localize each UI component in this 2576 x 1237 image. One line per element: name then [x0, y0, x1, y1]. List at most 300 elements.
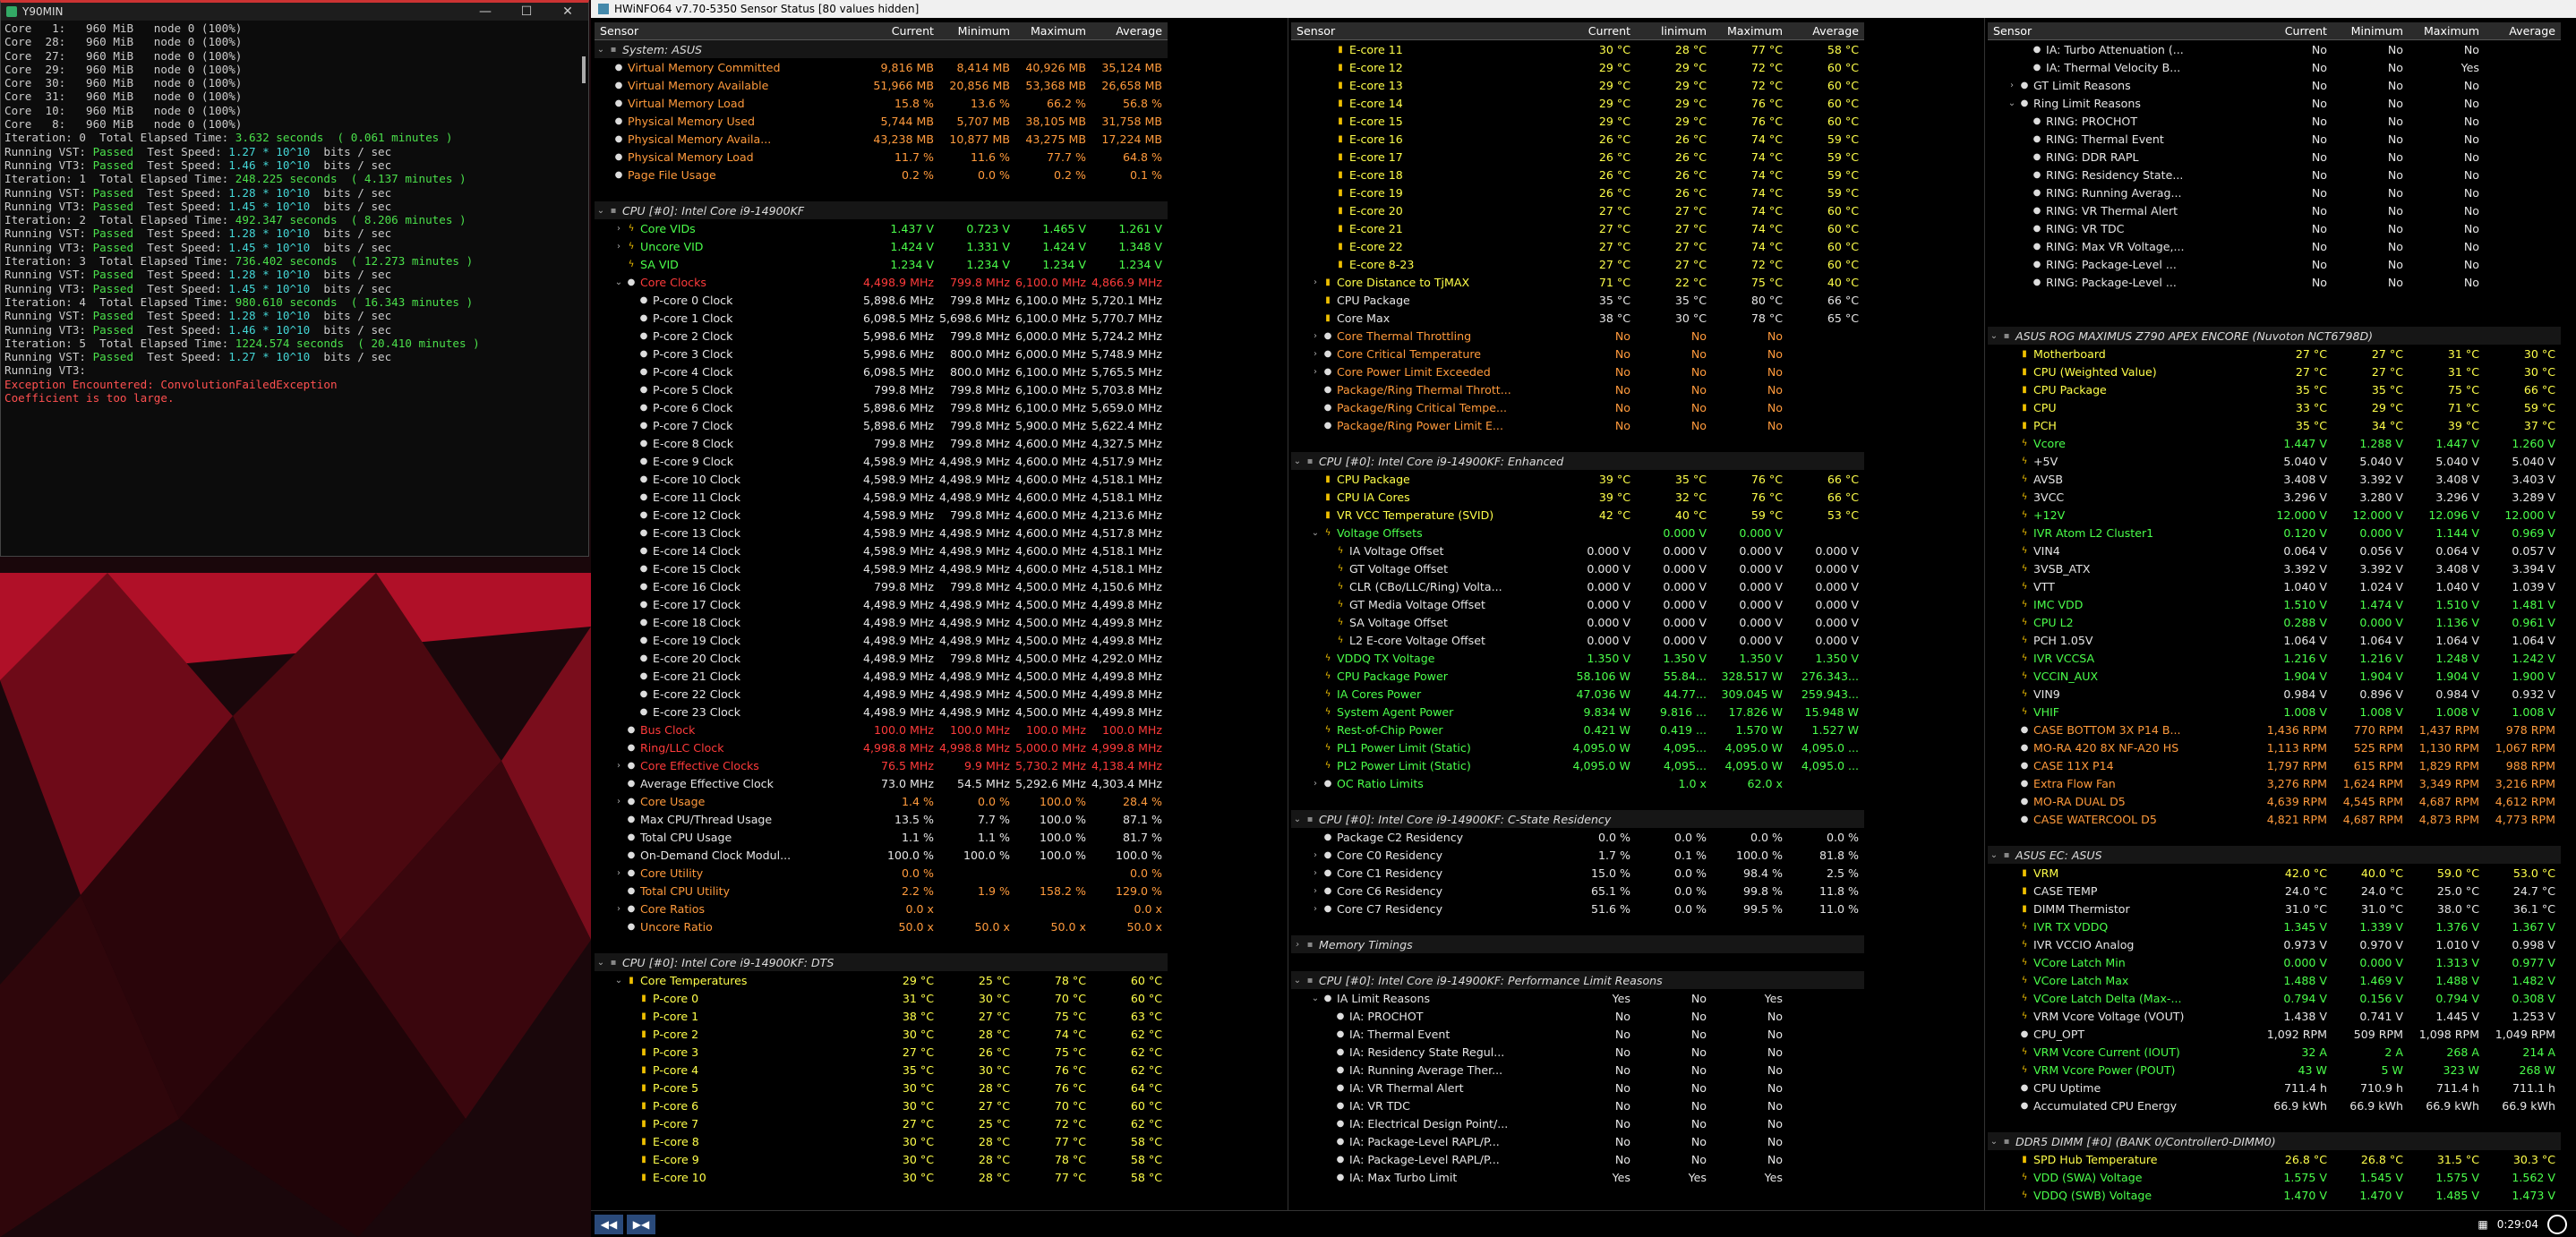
chevron-right-icon[interactable]: › — [1314, 885, 1317, 896]
network-icon[interactable]: ▦ — [2478, 1217, 2488, 1231]
sensor-row[interactable] — [1988, 721, 2561, 738]
sensor-row[interactable] — [1988, 488, 2561, 506]
sensor-row[interactable] — [1988, 506, 2561, 524]
sensor-row[interactable] — [1988, 917, 2561, 935]
column-header-row[interactable] — [595, 22, 1168, 40]
sensor-name: P-core 5 — [653, 1080, 699, 1095]
chevron-down-icon[interactable]: ⌄ — [1990, 849, 1998, 860]
value-current: 9,816 MB — [880, 60, 934, 74]
sensor-group-name: ASUS EC: ASUS — [2015, 848, 2102, 862]
sensor-row[interactable] — [1988, 864, 2561, 882]
sensor-row[interactable] — [1988, 363, 2561, 380]
sensor-dot-icon: ● — [1336, 1172, 1345, 1182]
sensor-row[interactable] — [595, 166, 1168, 183]
sensor-row[interactable] — [1291, 1007, 1864, 1025]
sensor-row[interactable] — [1291, 631, 1864, 649]
sensor-row[interactable] — [595, 506, 1168, 524]
sensor-row[interactable] — [1988, 470, 2561, 488]
sensor-row[interactable] — [1291, 542, 1864, 559]
sensor-row[interactable] — [1988, 524, 2561, 542]
sensor-row[interactable] — [1988, 631, 2561, 649]
sensor-row[interactable] — [1988, 667, 2561, 685]
sensor-name-cell — [1988, 1081, 2256, 1095]
sensor-group-header[interactable] — [1291, 452, 1864, 470]
sensor-row[interactable] — [1291, 363, 1864, 380]
sensor-row[interactable] — [595, 649, 1168, 667]
sensor-panel-3[interactable] — [1988, 22, 2561, 1204]
sensor-row[interactable] — [1291, 1168, 1864, 1186]
sensor-row[interactable] — [595, 989, 1168, 1007]
sensor-row[interactable] — [595, 291, 1168, 309]
sensor-row[interactable] — [1291, 183, 1864, 201]
sensor-row[interactable] — [1291, 398, 1864, 416]
sensor-row[interactable] — [1988, 935, 2561, 953]
sensor-row[interactable] — [1291, 148, 1864, 166]
sensor-row[interactable] — [1291, 273, 1864, 291]
clock-icon[interactable] — [2547, 1215, 2567, 1234]
value-average: 81.7 % — [1122, 830, 1162, 844]
sensor-name-cell — [595, 508, 863, 522]
chevron-right-icon[interactable]: › — [617, 241, 620, 252]
sensor-row[interactable] — [1291, 112, 1864, 130]
sensor-row[interactable] — [595, 1061, 1168, 1079]
chevron-right-icon[interactable]: › — [617, 867, 620, 878]
terminal-titlebar[interactable] — [1, 3, 588, 21]
sensor-row[interactable] — [595, 971, 1168, 989]
sensor-row[interactable] — [1291, 94, 1864, 112]
value-current: 0.000 V — [1587, 597, 1630, 611]
sensor-group-header[interactable] — [1988, 1132, 2561, 1150]
sensor-row[interactable] — [1988, 237, 2561, 255]
sensor-row[interactable] — [1988, 738, 2561, 756]
chevron-right-icon[interactable]: › — [1314, 867, 1317, 878]
sensor-row[interactable] — [1988, 971, 2561, 989]
chevron-down-icon[interactable]: ⌄ — [1990, 1136, 1998, 1147]
sensor-row[interactable] — [1988, 810, 2561, 828]
terminal-scrollbar[interactable] — [582, 56, 586, 83]
sensor-row[interactable] — [595, 58, 1168, 76]
sensor-row[interactable] — [595, 900, 1168, 917]
sensor-row[interactable] — [1988, 1061, 2561, 1079]
chevron-right-icon[interactable]: › — [2010, 80, 2014, 90]
sensor-row[interactable] — [1988, 577, 2561, 595]
value-maximum: 74 °C — [1750, 221, 1783, 235]
value-average: 60 °C — [1827, 96, 1859, 110]
sensor-row[interactable] — [1291, 470, 1864, 488]
column-header-sensor[interactable]: Sensor — [1993, 24, 2033, 38]
sensor-row[interactable] — [1988, 112, 2561, 130]
sensor-row[interactable] — [1988, 703, 2561, 721]
sensor-row[interactable] — [595, 738, 1168, 756]
sensor-row[interactable] — [595, 559, 1168, 577]
sensor-name-cell — [1988, 544, 2256, 558]
sensor-row[interactable] — [595, 452, 1168, 470]
sensor-row[interactable] — [595, 219, 1168, 237]
sensor-row[interactable] — [595, 1079, 1168, 1096]
chevron-right-icon[interactable]: › — [617, 903, 620, 914]
sensor-row[interactable] — [1291, 595, 1864, 613]
sensor-dot-icon: ● — [627, 760, 636, 771]
value-maximum: 4,873 RPM — [2418, 812, 2479, 826]
chevron-down-icon[interactable]: ⌄ — [596, 957, 605, 968]
sensor-row[interactable] — [1291, 721, 1864, 738]
maximize-icon[interactable]: ☐ — [520, 4, 533, 19]
sensor-row[interactable] — [1988, 1150, 2561, 1168]
sensor-name: E-core 14 Clock — [653, 543, 741, 558]
column-header-sensor[interactable]: Sensor — [600, 24, 639, 38]
chevron-right-icon[interactable]: › — [1314, 778, 1317, 789]
sensor-row[interactable] — [1988, 398, 2561, 416]
sensor-row[interactable] — [595, 524, 1168, 542]
hwinfo-window[interactable] — [591, 0, 2576, 1237]
sensor-group-header[interactable] — [1291, 935, 1864, 953]
chevron-down-icon[interactable]: ⌄ — [1293, 814, 1302, 824]
sensor-row[interactable] — [595, 613, 1168, 631]
sensor-row[interactable] — [1291, 76, 1864, 94]
value-average: 30 °C — [2523, 364, 2555, 379]
value-maximum: 0.2 % — [1054, 167, 1086, 182]
terminal-output[interactable] — [1, 21, 588, 405]
chevron-right-icon[interactable]: › — [1314, 849, 1317, 860]
value-minimum: 4,687 RPM — [2342, 812, 2403, 826]
sensor-row[interactable] — [1988, 166, 2561, 183]
sensor-row[interactable] — [1988, 953, 2561, 971]
sensor-row[interactable] — [1291, 989, 1864, 1007]
sensor-dot-icon: ● — [1336, 1118, 1345, 1129]
sensor-row[interactable] — [1291, 345, 1864, 363]
sensor-row[interactable] — [1291, 130, 1864, 148]
sensor-row[interactable] — [1988, 1186, 2561, 1204]
terminal-line: Iteration: 3 Total Elapsed Time: 736.402 seconds ( 12.273 minutes ) — [4, 254, 474, 269]
sensor-row[interactable] — [595, 398, 1168, 416]
sensor-row[interactable] — [1988, 380, 2561, 398]
sensor-row[interactable] — [1291, 1150, 1864, 1168]
chevron-down-icon[interactable]: ⌄ — [2007, 98, 2016, 108]
sensor-row[interactable] — [595, 112, 1168, 130]
sensor-row[interactable] — [1988, 434, 2561, 452]
sensor-row[interactable] — [595, 416, 1168, 434]
sensor-dot-icon: ● — [639, 670, 648, 681]
sensor-dot-icon: ● — [2033, 187, 2041, 198]
sensor-row[interactable] — [1988, 1007, 2561, 1025]
sensor-row[interactable] — [1291, 649, 1864, 667]
sensor-row[interactable] — [1988, 40, 2561, 58]
sensor-row[interactable] — [1291, 1043, 1864, 1061]
value-average: 1.562 V — [2512, 1170, 2555, 1184]
sensor-row[interactable] — [595, 345, 1168, 363]
sensor-name: IA: Thermal Event — [1349, 1027, 1451, 1041]
sensor-row[interactable] — [1988, 219, 2561, 237]
sensor-name-cell — [1988, 795, 2256, 808]
column-header-average[interactable]: Average — [1116, 24, 1162, 38]
sensor-row[interactable] — [1988, 1043, 2561, 1061]
value-maximum: 75 °C — [1054, 1009, 1086, 1023]
sensor-name-cell — [1988, 1063, 2256, 1077]
sensor-row[interactable] — [1988, 76, 2561, 94]
sensor-row[interactable] — [595, 488, 1168, 506]
sensor-row[interactable] — [1291, 685, 1864, 703]
sensor-row[interactable] — [1988, 183, 2561, 201]
value-maximum: 0.000 V — [1739, 579, 1783, 593]
value-minimum: 26 °C — [1674, 132, 1707, 146]
sensor-row[interactable] — [1291, 774, 1864, 792]
sensor-row[interactable] — [1291, 506, 1864, 524]
sensor-row[interactable] — [1291, 900, 1864, 917]
sensor-row[interactable] — [1988, 416, 2561, 434]
sensor-row[interactable] — [1988, 613, 2561, 631]
sensor-row[interactable] — [1291, 58, 1864, 76]
column-header-row[interactable] — [1988, 22, 2561, 40]
sensor-row[interactable] — [1988, 345, 2561, 363]
column-header-maximum[interactable]: Maximum — [2423, 24, 2479, 38]
sensor-row[interactable] — [1988, 273, 2561, 291]
chevron-down-icon[interactable]: ⌄ — [596, 44, 605, 55]
hwinfo-titlebar[interactable] — [591, 0, 2576, 18]
chevron-down-icon[interactable]: ⌄ — [1990, 330, 1998, 341]
chevron-right-icon[interactable]: › — [1314, 277, 1317, 287]
sensor-row[interactable] — [595, 542, 1168, 559]
sensor-row[interactable] — [1988, 255, 2561, 273]
sensor-row[interactable] — [1988, 542, 2561, 559]
sensor-dot-icon: ● — [2020, 1082, 2029, 1093]
chevron-right-icon[interactable]: › — [617, 223, 620, 234]
sensor-row[interactable] — [1988, 58, 2561, 76]
sensor-row[interactable] — [1291, 201, 1864, 219]
chevron-down-icon[interactable]: ⌄ — [1311, 993, 1320, 1003]
column-header-current[interactable]: Current — [1588, 24, 1630, 38]
sensor-row[interactable] — [1291, 828, 1864, 846]
reset-icon[interactable]: ▶◀ — [627, 1215, 655, 1234]
sensor-row[interactable] — [595, 1025, 1168, 1043]
sensor-row[interactable] — [595, 94, 1168, 112]
sensor-row[interactable] — [595, 864, 1168, 882]
sensor-group-header[interactable] — [1291, 810, 1864, 828]
close-icon[interactable]: ✕ — [562, 4, 573, 19]
sensor-name-cell — [1988, 652, 2256, 665]
sensor-row[interactable] — [1988, 452, 2561, 470]
sensor-row[interactable] — [1988, 1079, 2561, 1096]
sensor-row[interactable] — [1988, 201, 2561, 219]
sensor-row[interactable] — [595, 685, 1168, 703]
value-current: 42 °C — [1598, 508, 1630, 522]
value-maximum: 78 °C — [1054, 1152, 1086, 1166]
chevron-right-icon[interactable]: › — [617, 796, 620, 806]
sensor-row[interactable] — [1291, 846, 1864, 864]
sensor-row[interactable] — [595, 792, 1168, 810]
sensor-row[interactable] — [1291, 291, 1864, 309]
chevron-right-icon[interactable]: › — [617, 760, 620, 771]
sensor-row[interactable] — [595, 148, 1168, 166]
sensor-row[interactable] — [595, 810, 1168, 828]
sensor-row[interactable] — [595, 1043, 1168, 1061]
value-average: 60 °C — [1130, 991, 1162, 1005]
chevron-down-icon[interactable]: ⌄ — [1293, 975, 1302, 985]
minimize-icon[interactable]: — — [479, 4, 492, 19]
chevron-down-icon[interactable]: ⌄ — [614, 975, 623, 985]
sensor-row[interactable] — [1988, 756, 2561, 774]
sensor-row[interactable] — [1988, 900, 2561, 917]
sensor-group-header[interactable] — [595, 40, 1168, 58]
sensor-dot-icon: ● — [627, 885, 636, 896]
sensor-row[interactable] — [595, 577, 1168, 595]
sensor-row[interactable] — [595, 255, 1168, 273]
chevron-right-icon[interactable]: › — [1314, 348, 1317, 359]
sensor-row[interactable] — [595, 828, 1168, 846]
sensor-row[interactable] — [1291, 1132, 1864, 1150]
chevron-right-icon[interactable]: › — [1314, 366, 1317, 377]
sensor-row[interactable] — [1291, 667, 1864, 685]
column-header-maximum[interactable]: Maximum — [1726, 24, 1783, 38]
sensor-row[interactable] — [595, 273, 1168, 291]
sensor-group-header[interactable] — [595, 201, 1168, 219]
sensor-row[interactable] — [595, 721, 1168, 738]
sensor-row[interactable] — [595, 703, 1168, 721]
sensor-row[interactable] — [1988, 130, 2561, 148]
sensor-row[interactable] — [1988, 774, 2561, 792]
sensor-row[interactable] — [1988, 148, 2561, 166]
value-average: 36.1 °C — [2512, 901, 2555, 916]
column-header-sensor[interactable]: Sensor — [1297, 24, 1336, 38]
sensor-row[interactable] — [595, 327, 1168, 345]
sensor-row[interactable] — [595, 1114, 1168, 1132]
sensor-row[interactable] — [1291, 559, 1864, 577]
sensor-dot-icon: ● — [639, 545, 648, 556]
sensor-group-header[interactable] — [1291, 971, 1864, 989]
sensor-row[interactable] — [595, 1132, 1168, 1150]
thermometer-icon: ▮ — [1325, 473, 1331, 484]
sensor-row[interactable] — [1291, 416, 1864, 434]
sensor-row[interactable] — [1291, 1096, 1864, 1114]
sensor-row[interactable] — [1291, 1114, 1864, 1132]
sensor-row[interactable] — [1291, 1061, 1864, 1079]
value-current: No — [2311, 203, 2327, 218]
column-header-maximum[interactable]: Maximum — [1030, 24, 1086, 38]
column-header-average[interactable]: Average — [1812, 24, 1859, 38]
sensor-row[interactable] — [595, 595, 1168, 613]
rewind-icon[interactable]: ◀◀ — [595, 1215, 623, 1234]
sensor-row[interactable] — [595, 1007, 1168, 1025]
sensor-row[interactable] — [595, 363, 1168, 380]
value-maximum: No — [2463, 78, 2479, 92]
sensor-row[interactable] — [595, 846, 1168, 864]
sensor-row[interactable] — [1291, 577, 1864, 595]
chevron-down-icon[interactable]: ⌄ — [596, 205, 605, 216]
chevron-down-icon[interactable]: ⌄ — [614, 277, 623, 287]
sensor-name: 3VSB_ATX — [2033, 561, 2091, 576]
sensor-row[interactable] — [1291, 524, 1864, 542]
sensor-row[interactable] — [595, 76, 1168, 94]
sensor-row[interactable] — [1291, 1079, 1864, 1096]
sensor-row[interactable] — [595, 130, 1168, 148]
sensor-panel-2[interactable] — [1291, 22, 1864, 1186]
column-header-minimum[interactable]: linimum — [1661, 24, 1707, 38]
chevron-down-icon[interactable]: ⌄ — [1293, 456, 1302, 466]
chevron-right-icon[interactable]: › — [1314, 330, 1317, 341]
sensor-name-cell — [1988, 79, 2256, 92]
sensor-row[interactable] — [1291, 882, 1864, 900]
sensor-row[interactable] — [1291, 488, 1864, 506]
sensor-row[interactable] — [1291, 613, 1864, 631]
sensor-row[interactable] — [1291, 219, 1864, 237]
sensor-row[interactable] — [595, 309, 1168, 327]
sensor-row[interactable] — [1988, 649, 2561, 667]
sensor-group-header[interactable] — [595, 953, 1168, 971]
sensor-row[interactable] — [1291, 255, 1864, 273]
sensor-group-header[interactable] — [1988, 846, 2561, 864]
sensor-group-header[interactable] — [1988, 327, 2561, 345]
chevron-right-icon[interactable]: › — [1296, 939, 1299, 950]
sensor-row[interactable] — [1291, 738, 1864, 756]
sensor-row[interactable] — [1291, 864, 1864, 882]
value-average: 28.4 % — [1122, 794, 1162, 808]
chevron-down-icon[interactable]: ⌄ — [1311, 527, 1320, 538]
sensor-row[interactable] — [1291, 703, 1864, 721]
sensor-row[interactable] — [1291, 380, 1864, 398]
sensor-row[interactable] — [595, 1096, 1168, 1114]
sensor-name: Vcore — [2033, 436, 2066, 450]
sensor-row[interactable] — [1988, 1168, 2561, 1186]
sensor-row[interactable] — [1988, 1096, 2561, 1114]
sensor-row[interactable] — [1988, 559, 2561, 577]
thermometer-icon: ▮ — [1325, 312, 1331, 323]
sensor-row[interactable] — [1291, 309, 1864, 327]
sensor-row[interactable] — [595, 917, 1168, 935]
sensor-dot-icon: ● — [614, 151, 623, 162]
sensor-row[interactable] — [595, 631, 1168, 649]
value-maximum: 39 °C — [2447, 418, 2479, 432]
sensor-row[interactable] — [1291, 327, 1864, 345]
sensor-row[interactable] — [595, 237, 1168, 255]
column-header-row[interactable] — [1291, 22, 1864, 40]
sensor-row[interactable] — [595, 434, 1168, 452]
sensor-row[interactable] — [1988, 1025, 2561, 1043]
sensor-row[interactable] — [1291, 166, 1864, 183]
value-minimum: 0.000 V — [1663, 633, 1707, 647]
column-header-average[interactable]: Average — [2509, 24, 2555, 38]
sensor-row[interactable] — [595, 882, 1168, 900]
sensor-row[interactable] — [1988, 792, 2561, 810]
sensor-row[interactable] — [1988, 882, 2561, 900]
terminal-title: Y90MIN — [22, 5, 64, 18]
chevron-right-icon[interactable]: › — [1314, 903, 1317, 914]
sensor-dot-icon: ● — [627, 796, 636, 806]
sensor-row[interactable] — [595, 1168, 1168, 1186]
sensor-row[interactable] — [595, 774, 1168, 792]
sensor-row[interactable] — [595, 1150, 1168, 1168]
sensor-row[interactable] — [1988, 94, 2561, 112]
column-header-current[interactable]: Current — [891, 24, 934, 38]
terminal-window[interactable] — [0, 0, 589, 557]
column-header-current[interactable]: Current — [2284, 24, 2327, 38]
value-maximum: 1.136 V — [2435, 615, 2479, 629]
sensor-row[interactable] — [1291, 237, 1864, 255]
sensor-panel-1[interactable] — [595, 22, 1168, 1186]
sensor-row[interactable] — [595, 380, 1168, 398]
sensor-row[interactable] — [595, 667, 1168, 685]
sensor-row[interactable] — [1988, 989, 2561, 1007]
sensor-row[interactable] — [595, 470, 1168, 488]
column-header-minimum[interactable]: Minimum — [2350, 24, 2403, 38]
value-current: 0.0 % — [1598, 830, 1630, 844]
sensor-row[interactable] — [1291, 40, 1864, 58]
lightning-icon: ϟ — [2021, 957, 2028, 968]
sensor-row[interactable] — [1291, 756, 1864, 774]
sensor-row[interactable] — [595, 756, 1168, 774]
sensor-row[interactable] — [1988, 595, 2561, 613]
column-header-minimum[interactable]: Minimum — [957, 24, 1010, 38]
sensor-row[interactable] — [1988, 685, 2561, 703]
sensor-row[interactable] — [1291, 1025, 1864, 1043]
